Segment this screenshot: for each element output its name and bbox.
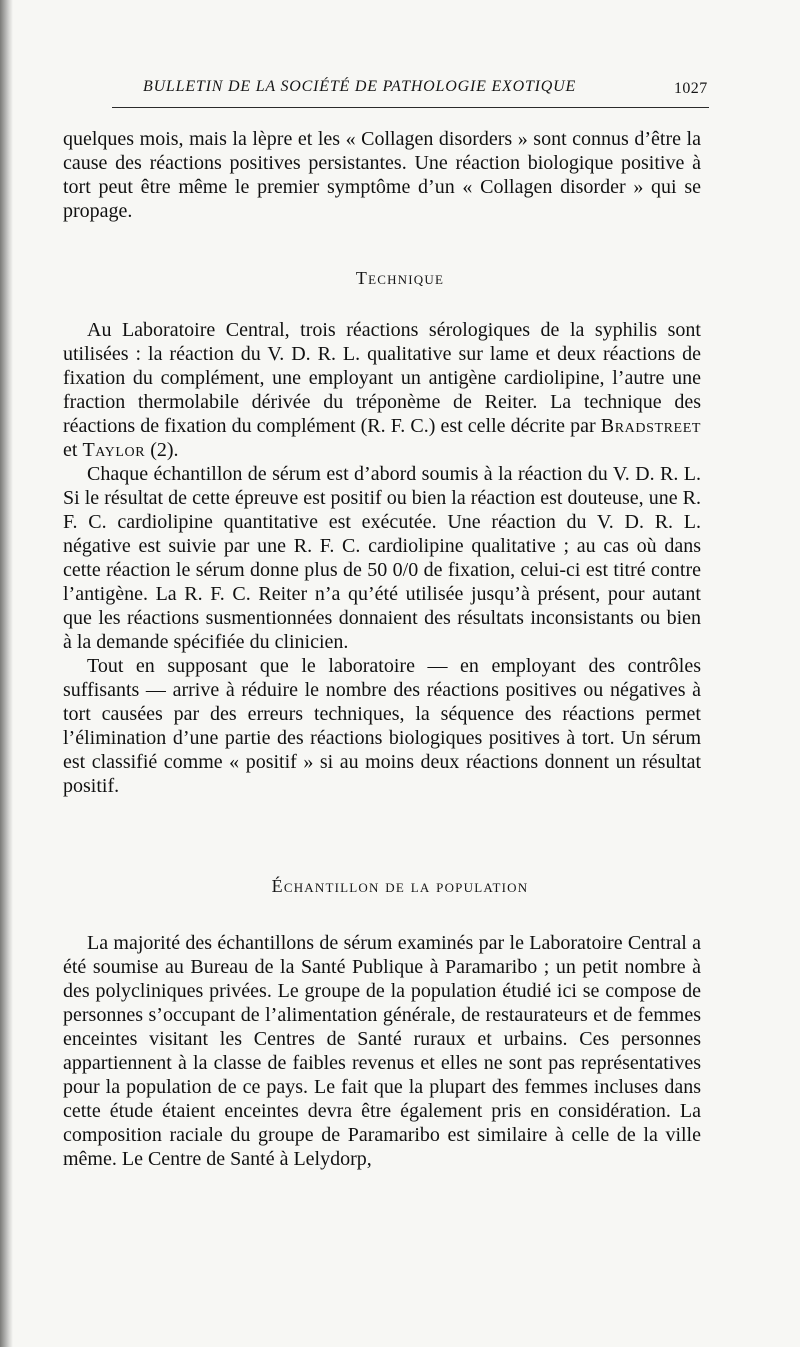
technique-paragraph-1	[63, 318, 701, 462]
running-title: BULLETIN DE LA SOCIÉTÉ DE PATHOLOGIE EXOTIQUE	[143, 78, 577, 95]
technique-heading: Technique	[355, 268, 445, 288]
technique-paragraph-1-start: Au Laboratoire Central, trois réactions sérologiques de la syphilis sont utilisées : la réaction du V. D. R. L. qualitative sur lame et deux réactions de fixation du complément, une employant un antigène cardiolipine, l’autre une fraction thermolabile dérivée du tréponème de Reiter. La technique des réactions de fixation du complément (R. F. C.) est celle décrite par	[63, 319, 701, 437]
author-taylor: Taylor	[82, 439, 146, 461]
page-header	[0, 0, 800, 112]
page-number: 1027	[674, 80, 708, 97]
page-edge-shadow	[0, 0, 13, 1347]
header-rule	[112, 107, 709, 108]
opening-text-block	[63, 127, 701, 223]
population-paragraph: La majorité des échantillons de sérum examinés par le Laboratoire Central a été soumise au Bureau de la Santé Publique à Paramaribo ; un petit nombre à des polycliniques privées. Le groupe de la population étudié ici se compose de personnes s’occupant de l’alimentation générale, de restaurateurs et de femmes enceintes visitant les Centres de Santé ruraux et urbains. Ces personnes appartiennent à la classe de faibles revenus et elles ne sont pas représentatives pour la population de ce pays. Le fait que la plupart des femmes incluses dans cette étude étaient enceintes devra être également pris en considération. La composition raciale du groupe de Paramaribo est similaire à celle de la ville même. Le Centre de Santé à Lelydorp,	[63, 932, 701, 1170]
population-section	[63, 931, 701, 1171]
author-connector: et	[63, 439, 83, 461]
opening-paragraph: quelques mois, mais la lèpre et les « Collagen disorders » sont connus d’être la cause des réactions positives persistantes. Une réaction biologique positive à tort peut être même le premier symptôme d’un « Collagen disorder » qui se propage.	[63, 128, 701, 222]
technique-section	[63, 318, 701, 798]
population-heading: Échantillon de la population	[271, 876, 529, 896]
author-bradstreet: Bradstreet	[600, 415, 701, 437]
technique-paragraph-3: Tout en supposant que le laboratoire — en employant des contrôles suffisants — arrive à réduire le nombre des réactions positives ou négatives à tort causées par des erreurs techniques, la séquence des réactions permet l’élimination d’une partie des réactions biologiques positives à tort. Un sérum est classifié comme « positif » si au moins deux réactions donnent un résultat positif.	[63, 655, 701, 797]
technique-paragraph-2: Chaque échantillon de sérum est d’abord soumis à la réaction du V. D. R. L. Si le résultat de cette épreuve est positif ou bien la réaction est douteuse, une R. F. C. cardiolipine quantitative est exécutée. Une réaction du V. D. R. L. négative est suivie par une R. F. C. cardiolipine qualitative ; au cas où dans cette réaction le sérum donne plus de 50 0/0 de fixation, celui-ci est titré contre l’antigène. La R. F. C. Reiter n’a qu’été utilisée jusqu’à présent, pour autant que les réactions susmentionnées donnaient des résultats inconsistants ou bien à la demande spécifiée du clinicien.	[63, 463, 701, 653]
technique-paragraph-1-end: (2).	[145, 439, 179, 461]
